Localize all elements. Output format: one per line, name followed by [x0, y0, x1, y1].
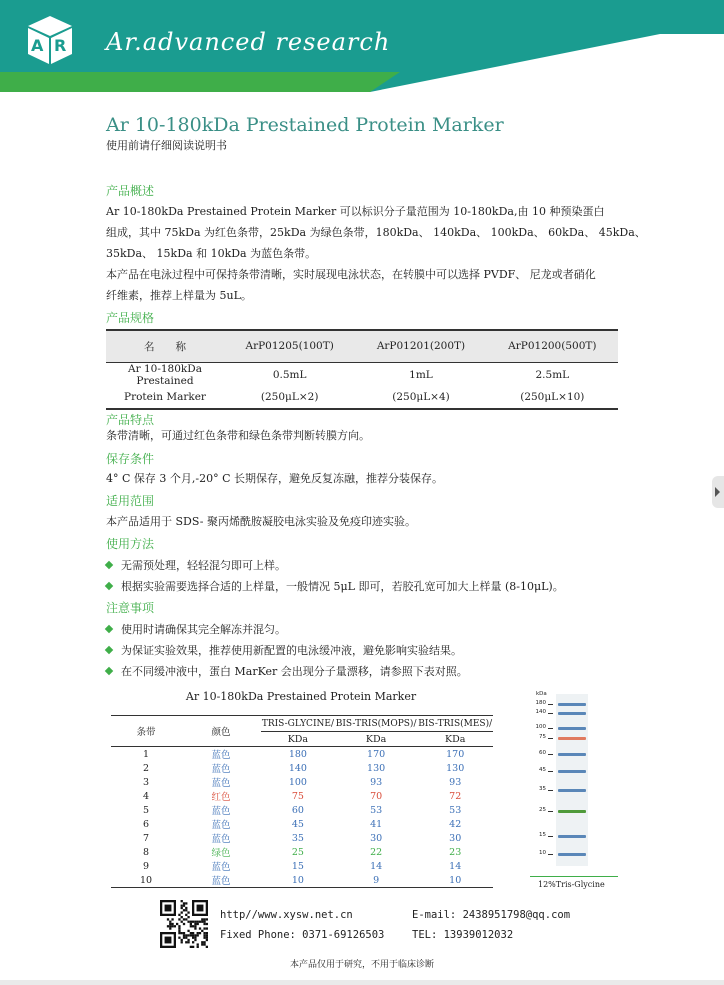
footer-disclaimer: 本产品仅用于研究，不用于临床诊断	[289, 960, 434, 970]
band-number: 2	[142, 762, 150, 774]
value-bis-tris-mops: 93	[370, 776, 383, 788]
value-tris-glycine: 140	[288, 762, 307, 774]
overview-heading: 产品概述	[106, 184, 155, 198]
side-arrow-tab[interactable]	[712, 476, 724, 508]
gel-caption-rule	[530, 876, 618, 877]
value-bis-tris-mops: 9	[373, 874, 380, 886]
band-color: 红色	[211, 792, 231, 803]
qr-code-icon	[160, 900, 208, 948]
gel-band	[558, 770, 586, 773]
table-row	[111, 747, 493, 762]
gel-ladder-tick	[548, 754, 553, 755]
scope-heading: 适用范围	[106, 494, 155, 508]
diamond-bullet-icon	[105, 582, 113, 590]
overview-line-3: 35kDa、 15kDa 和 10kDa 为蓝色条带。	[106, 247, 317, 260]
value-bis-tris-mops: 130	[367, 762, 386, 774]
band-color: 蓝色	[211, 876, 231, 887]
value-tris-glycine: 10	[291, 874, 304, 886]
unit-kda: KDa	[335, 732, 418, 747]
spec-product-name-1: Ar 10-180kDa Prestained	[128, 362, 202, 387]
value-bis-tris-mops: 22	[370, 846, 383, 858]
value-bis-tris-mes: 10	[449, 874, 462, 886]
value-bis-tris-mops: 53	[370, 804, 383, 816]
gel-band	[558, 727, 586, 730]
gel-ladder-label: 35	[539, 786, 546, 792]
diamond-bullet-icon	[105, 625, 113, 633]
value-tris-glycine: 60	[291, 804, 304, 816]
value-bis-tris-mes: 53	[449, 804, 462, 816]
gel-ladder-label: 100	[535, 724, 546, 730]
gel-band	[558, 810, 586, 813]
gel-ladder-label: 75	[539, 734, 546, 740]
col-tris-glycine: TRIS-GLYCINE/	[261, 718, 334, 729]
table-row	[111, 817, 493, 831]
usage-heading: 使用方法	[106, 537, 155, 551]
contact-phone: Fixed Phone: 0371-69126503	[220, 929, 385, 941]
notes-heading: 注意事项	[106, 601, 155, 615]
contact-tel: TEL: 13939012032	[412, 929, 514, 941]
gel-band	[558, 753, 586, 756]
diamond-bullet-icon	[105, 561, 113, 569]
page-title: Ar 10-180kDa Prestained Protein Marker	[106, 114, 504, 136]
logo-icon	[26, 14, 74, 66]
band-color: 绿色	[211, 848, 231, 859]
value-bis-tris-mes: 14	[449, 860, 462, 872]
value-tris-glycine: 25	[291, 846, 304, 858]
band-number: 6	[142, 818, 150, 830]
table-row	[111, 859, 493, 873]
spec-pack-200t: (250μL×4)	[392, 391, 450, 403]
overview-line-2: 组成，其中 75kDa 为红色条带，25kDa 为绿色条带，180kDa、 140kDa、 100kDa、 60kDa、 45kDa、	[106, 226, 646, 239]
gel-ladder-tick	[548, 738, 553, 739]
gel-ladder-tick	[548, 728, 553, 729]
gel-unit-label: kDa	[536, 691, 547, 697]
spec-vol-200t: 1mL	[409, 368, 433, 381]
table-row	[111, 831, 493, 845]
chevron-right-icon	[715, 487, 720, 497]
bottom-bar	[0, 980, 724, 985]
value-bis-tris-mes: 93	[449, 776, 462, 788]
gel-ladder-label: 15	[539, 832, 546, 838]
gel-figure	[530, 690, 630, 895]
gel-ladder-tick	[548, 704, 553, 705]
spec-pack-500t: (250μL×10)	[520, 391, 585, 403]
band-number: 5	[142, 804, 150, 816]
features-text: 条带清晰，可通过红色条带和绿色条带判断转膜方向。	[106, 429, 370, 442]
band-number: 8	[142, 846, 150, 858]
band-number: 1	[142, 748, 150, 760]
storage-text: 4° C 保存 3 个月,-20° C 长期保存，避免反复冻融，推荐分装保存。	[106, 472, 444, 485]
gel-band	[558, 703, 586, 706]
band-color: 蓝色	[211, 778, 231, 789]
value-tris-glycine: 15	[291, 860, 304, 872]
gel-band	[558, 835, 586, 838]
table-row	[111, 761, 493, 775]
value-tris-glycine: 100	[288, 776, 307, 788]
band-color: 蓝色	[211, 820, 231, 831]
usage-item: 无需预处理，轻轻混匀即可上样。	[106, 557, 286, 573]
scope-text: 本产品适用于 SDS- 聚丙烯酰胺凝胶电泳实验及免疫印迹实验。	[106, 515, 417, 528]
value-tris-glycine: 75	[291, 790, 304, 802]
band-color: 蓝色	[211, 806, 231, 817]
gel-ladder-tick	[548, 771, 553, 772]
band-table-title: Ar 10-180kDa Prestained Protein Marker	[185, 690, 417, 703]
value-bis-tris-mes: 23	[449, 846, 462, 858]
value-bis-tris-mops: 14	[370, 860, 383, 872]
band-color: 蓝色	[211, 862, 231, 873]
gel-ladder-label: 180	[535, 700, 546, 706]
spec-vol-500t: 2.5mL	[535, 368, 570, 381]
spec-header-100t: ArP01205(100T)	[245, 340, 334, 353]
spec-vol-100t: 0.5mL	[272, 368, 307, 381]
gel-caption: 12%Tris-Glycine	[538, 880, 605, 889]
value-bis-tris-mops: 70	[370, 790, 383, 802]
gel-band	[558, 737, 586, 740]
contact-web[interactable]: http//www.xysw.net.cn	[220, 909, 353, 921]
logo-letter-a: A	[31, 36, 44, 55]
spec-table	[106, 329, 618, 410]
notes-item: 使用时请确保其完全解冻并混匀。	[106, 621, 286, 637]
overview-line-5: 纤维素，推荐上样量为 5uL。	[106, 289, 252, 302]
diamond-bullet-icon	[105, 667, 113, 675]
overview-line-1: Ar 10-180kDa Prestained Protein Marker 可以标识分子量范围为 10-180kDa,由 10 种预染蛋白	[106, 205, 605, 218]
logo-letter-r: R	[54, 36, 67, 55]
gel-band	[558, 853, 586, 856]
diamond-bullet-icon	[105, 646, 113, 654]
value-bis-tris-mes: 42	[449, 818, 462, 830]
unit-kda: KDa	[417, 732, 493, 747]
table-row	[111, 873, 493, 888]
gel-ladder-tick	[548, 854, 553, 855]
table-row	[111, 845, 493, 859]
overview-line-4: 本产品在电泳过程中可保持条带清晰，实时展现电泳状态，在转膜中可以选择 PVDF、 尼龙或者硝化	[106, 268, 596, 281]
band-color: 蓝色	[211, 764, 231, 775]
page-subtitle: 使用前请仔细阅读说明书	[106, 139, 227, 152]
notes-item: 为保证实验效果，推荐使用新配置的电泳缓冲液，避免影响实验结果。	[106, 642, 462, 658]
unit-kda: KDa	[261, 732, 335, 747]
header-band	[0, 0, 724, 92]
gel-band	[558, 712, 586, 715]
col-bis-tris-mes: BIS-TRIS(MES)/	[418, 718, 493, 729]
value-bis-tris-mops: 30	[370, 832, 383, 844]
spec-header-200t: ArP01201(200T)	[376, 340, 466, 353]
table-row	[111, 803, 493, 817]
spec-heading: 产品规格	[106, 311, 155, 325]
band-number: 9	[142, 860, 150, 872]
spec-header-name: 名 称	[144, 340, 186, 353]
gel-ladder-label: 25	[539, 807, 546, 813]
value-bis-tris-mes: 72	[449, 790, 462, 802]
gel-ladder-label: 140	[535, 709, 546, 715]
value-tris-glycine: 45	[291, 818, 304, 830]
notes-item: 在不同缓冲液中，蛋白 MarKer 会出现分子量漂移，请参照下表对照。	[106, 663, 468, 679]
col-bis-tris-mops: BIS-TRIS(MOPS)/	[335, 718, 417, 729]
spec-pack-100t: (250μL×2)	[260, 391, 319, 403]
table-row	[111, 789, 493, 803]
value-tris-glycine: 35	[291, 832, 304, 844]
gel-lane	[556, 694, 588, 866]
col-band: 条带	[111, 716, 181, 747]
gel-ladder-tick	[548, 713, 553, 714]
band-color: 蓝色	[211, 834, 231, 845]
usage-item: 根据实验需要选择合适的上样量，一般情况 5μL 即可，若胶孔宽可加大上样量 (8-10μL)。	[106, 578, 564, 594]
col-color: 颜色	[181, 716, 261, 747]
value-bis-tris-mes: 30	[449, 832, 462, 844]
band-number: 7	[142, 832, 150, 844]
gel-ladder-label: 10	[539, 850, 546, 856]
gel-ladder-tick	[548, 790, 553, 791]
band-number: 3	[142, 776, 150, 788]
spec-product-name-2: Protein Marker	[124, 391, 206, 403]
value-bis-tris-mes: 170	[446, 748, 465, 760]
band-number: 4	[142, 790, 150, 802]
band-color: 蓝色	[211, 750, 231, 761]
value-bis-tris-mops: 41	[370, 818, 383, 830]
value-tris-glycine: 180	[288, 748, 307, 760]
value-bis-tris-mes: 130	[446, 762, 465, 774]
contact-email[interactable]: E-mail: 2438951798@qq.com	[412, 909, 571, 921]
gel-ladder-label: 60	[539, 750, 546, 756]
gel-ladder-label: 45	[539, 767, 546, 773]
gel-band	[558, 789, 586, 792]
value-bis-tris-mops: 170	[367, 748, 386, 760]
table-row	[111, 775, 493, 789]
spec-header-500t: ArP01200(500T)	[508, 340, 597, 353]
brand-name: Ar.advanced research	[106, 28, 391, 56]
gel-ladder-tick	[548, 836, 553, 837]
gel-ladder-tick	[548, 811, 553, 812]
band-table	[111, 715, 493, 888]
features-heading: 产品特点	[106, 413, 155, 427]
storage-heading: 保存条件	[106, 452, 155, 466]
band-number: 10	[139, 874, 153, 886]
